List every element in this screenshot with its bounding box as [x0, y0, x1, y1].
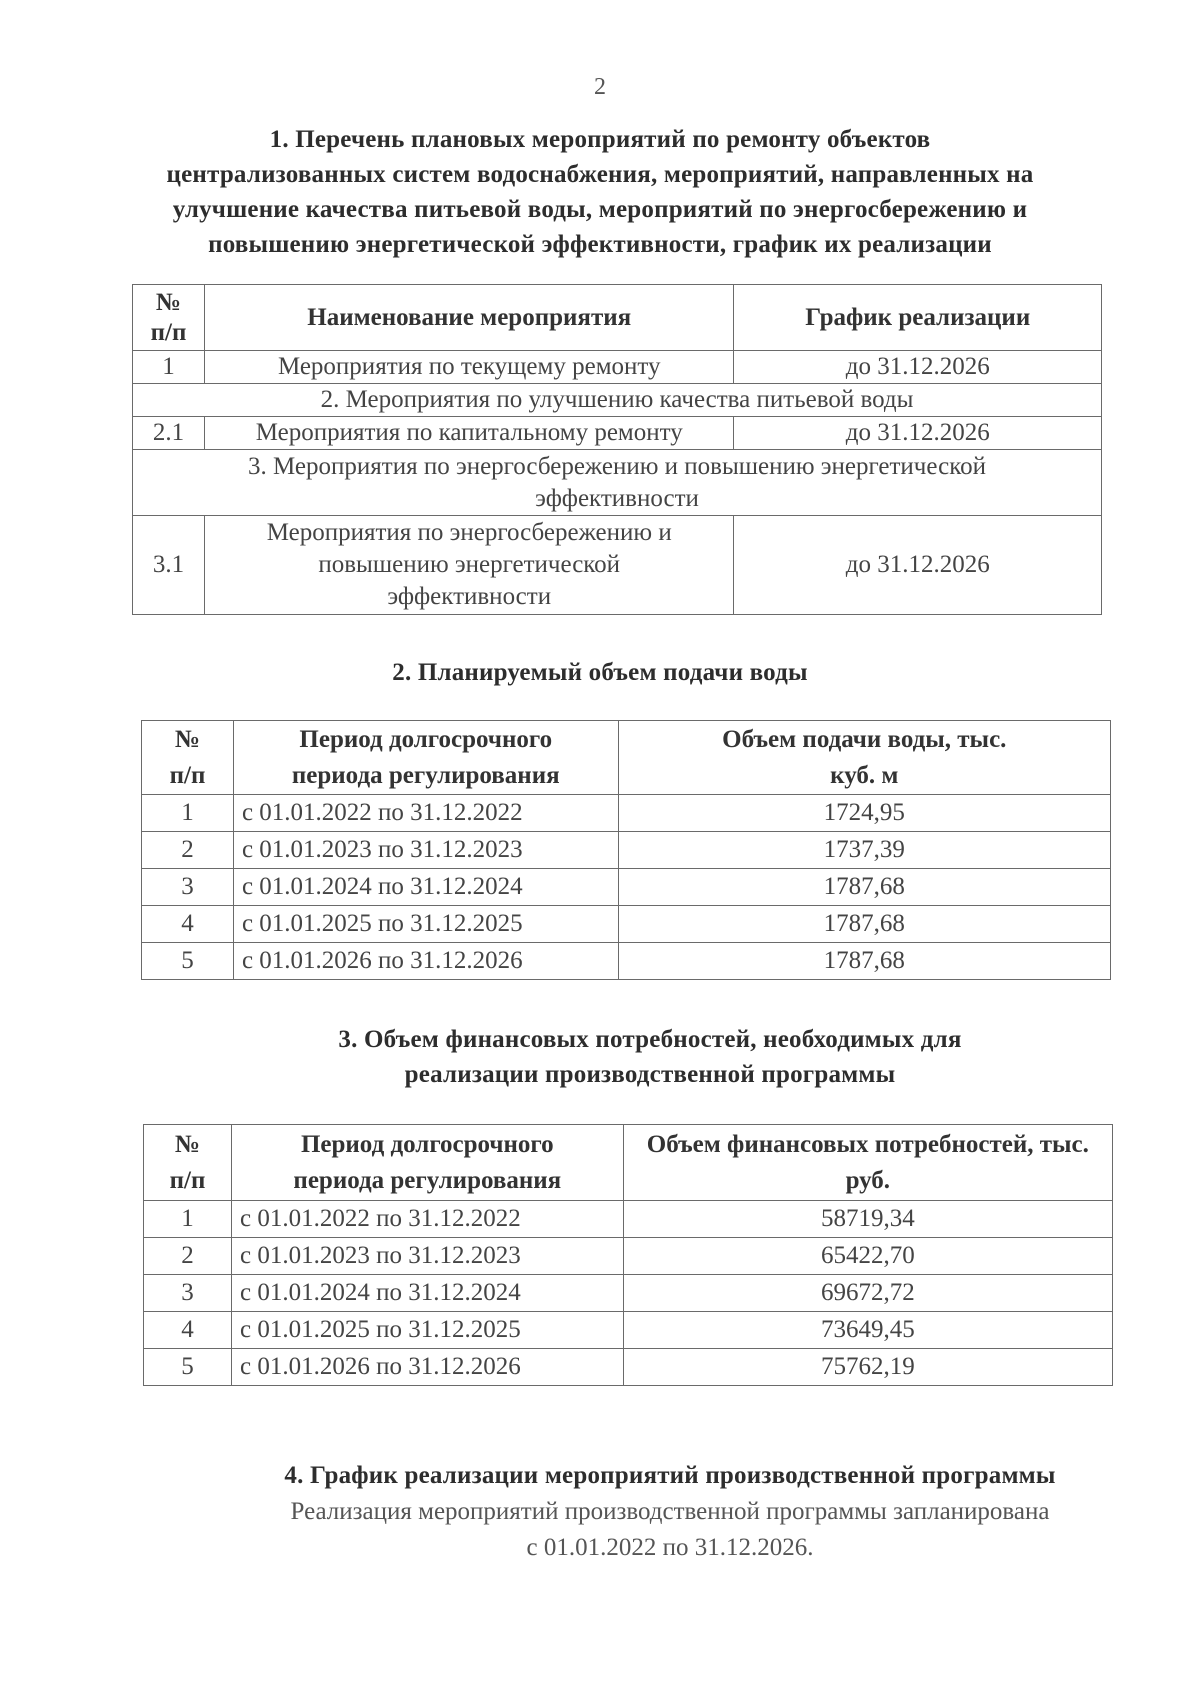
- table-header-row: [133, 285, 1102, 351]
- table-row: [142, 795, 1111, 832]
- water-supply-table: [141, 720, 1111, 980]
- table-row: [144, 1312, 1113, 1349]
- table-row: [144, 1201, 1113, 1238]
- cell-value: 75762,19: [623, 1349, 1112, 1386]
- section1-title-line: централизованных систем водоснабжения, мероприятий, направленных на: [166, 161, 1034, 188]
- section4-text-line: с 01.01.2022 по 31.12.2026.: [526, 1534, 814, 1561]
- section3-title-line: 3. Объем финансовых потребностей, необходимых для: [338, 1026, 962, 1053]
- cell-value: 1737,39: [618, 832, 1110, 869]
- cell-period: с 01.01.2023 по 31.12.2023: [231, 1238, 623, 1275]
- header-num: № п/п: [142, 721, 234, 795]
- cell-num: 1: [133, 351, 205, 384]
- cell-period: с 01.01.2026 по 31.12.2026: [231, 1349, 623, 1386]
- section3-title-line: реализации производственной программы: [404, 1061, 896, 1088]
- cell-num: 1: [142, 795, 234, 832]
- cell-num: 5: [142, 943, 234, 980]
- table-row: [133, 417, 1102, 450]
- cell-num: 3: [142, 869, 234, 906]
- cell-value: 1787,68: [618, 906, 1110, 943]
- table-row: [144, 1238, 1113, 1275]
- cell-period: с 01.01.2023 по 31.12.2023: [233, 832, 618, 869]
- page-number: 2: [594, 74, 606, 100]
- header-schedule: График реализации: [734, 285, 1102, 351]
- cell-period: с 01.01.2024 по 31.12.2024: [231, 1275, 623, 1312]
- cell-value: 1787,68: [618, 869, 1110, 906]
- cell-schedule: до 31.12.2026: [734, 516, 1102, 615]
- cell-num: 4: [142, 906, 234, 943]
- cell-value: 58719,34: [623, 1201, 1112, 1238]
- cell-value: 69672,72: [623, 1275, 1112, 1312]
- group-title: 2. Мероприятия по улучшению качества питьевой воды: [133, 384, 1102, 417]
- header-value: Объем финансовых потребностей, тыс. руб.: [623, 1125, 1112, 1201]
- table-row: [133, 516, 1102, 615]
- cell-period: с 01.01.2024 по 31.12.2024: [233, 869, 618, 906]
- cell-schedule: до 31.12.2026: [734, 417, 1102, 450]
- table-row: [133, 351, 1102, 384]
- cell-schedule: до 31.12.2026: [734, 351, 1102, 384]
- table-group-row: [133, 450, 1102, 516]
- cell-name: Мероприятия по текущему ремонту: [204, 351, 734, 384]
- table-group-row: [133, 384, 1102, 417]
- header-name: Наименование мероприятия: [204, 285, 734, 351]
- header-period: Период долгосрочного периода регулирования: [233, 721, 618, 795]
- header-value: Объем подачи воды, тыс. куб. м: [618, 721, 1110, 795]
- cell-period: с 01.01.2026 по 31.12.2026: [233, 943, 618, 980]
- table-row: [144, 1275, 1113, 1312]
- section3-title: [150, 1022, 1150, 1092]
- cell-period: с 01.01.2025 по 31.12.2025: [231, 1312, 623, 1349]
- table-row: [144, 1349, 1113, 1386]
- cell-num: 1: [144, 1201, 232, 1238]
- table-header-row: [142, 721, 1111, 795]
- section1-title: [100, 122, 1100, 262]
- cell-num: 2: [142, 832, 234, 869]
- table-row: [142, 869, 1111, 906]
- cell-period: с 01.01.2022 по 31.12.2022: [233, 795, 618, 832]
- finance-table: [143, 1124, 1113, 1386]
- section1-title-line: повышению энергетической эффективности, график их реализации: [208, 231, 992, 258]
- section4-title: 4. График реализации мероприятий производственной программы: [284, 1462, 1056, 1489]
- group-title: 3. Мероприятия по энергосбережению и повышению энергетической эффективности: [133, 450, 1102, 516]
- section2-title: 2. Планируемый объем подачи воды: [392, 659, 808, 686]
- section1-title-line: 1. Перечень плановых мероприятий по ремонту объектов: [269, 126, 931, 153]
- section1-title-line: улучшение качества питьевой воды, мероприятий по энергосбережению и: [172, 196, 1028, 223]
- cell-num: 3: [144, 1275, 232, 1312]
- cell-name: Мероприятия по капитальному ремонту: [204, 417, 734, 450]
- cell-num: 3.1: [133, 516, 205, 615]
- section4-text-line: Реализация мероприятий производственной программы запланирована: [290, 1498, 1050, 1525]
- cell-num: 5: [144, 1349, 232, 1386]
- cell-num: 2.1: [133, 417, 205, 450]
- cell-value: 1724,95: [618, 795, 1110, 832]
- header-period: Период долгосрочного периода регулирования: [231, 1125, 623, 1201]
- cell-num: 2: [144, 1238, 232, 1275]
- cell-period: с 01.01.2022 по 31.12.2022: [231, 1201, 623, 1238]
- table-row: [142, 943, 1111, 980]
- header-num: № п/п: [133, 285, 205, 351]
- cell-value: 1787,68: [618, 943, 1110, 980]
- table-header-row: [144, 1125, 1113, 1201]
- cell-name: Мероприятия по энергосбережению и повышению энергетической эффективности: [204, 516, 734, 615]
- measures-table: [132, 284, 1102, 615]
- cell-num: 4: [144, 1312, 232, 1349]
- cell-value: 65422,70: [623, 1238, 1112, 1275]
- table-row: [142, 906, 1111, 943]
- table-row: [142, 832, 1111, 869]
- section4-text: [200, 1494, 1140, 1566]
- cell-period: с 01.01.2025 по 31.12.2025: [233, 906, 618, 943]
- header-num: № п/п: [144, 1125, 232, 1201]
- cell-value: 73649,45: [623, 1312, 1112, 1349]
